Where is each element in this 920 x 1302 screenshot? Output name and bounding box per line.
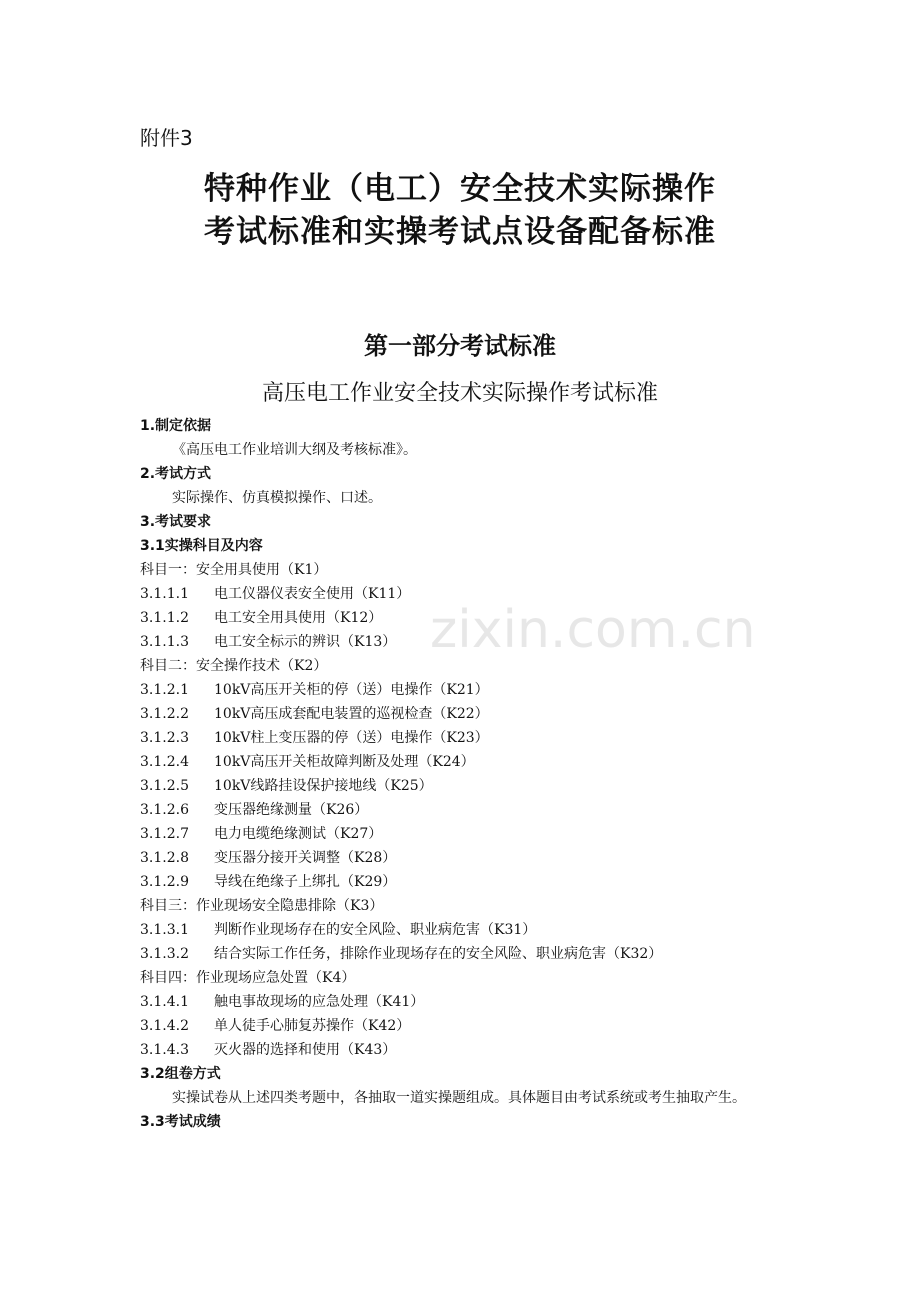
item-number: 3.1.3.1 (140, 922, 189, 938)
item-number: 3.1.2.2 (140, 706, 189, 722)
heading-paper-composition: 3.2组卷方式 (140, 1066, 221, 1082)
item-text: 电工安全标示的辨识（K13） (214, 634, 397, 650)
item-number: 3.1.2.1 (140, 682, 189, 698)
item-text: 电力电缆绝缘测试（K27） (214, 826, 383, 842)
list-item (140, 1014, 790, 1038)
list-item (140, 870, 790, 894)
item-number: 3.1.2.4 (140, 754, 189, 770)
list-item (140, 582, 790, 606)
item-text: 变压器绝缘测量（K26） (214, 802, 369, 818)
item-text: 单人徒手心肺复苏操作（K42） (214, 1018, 411, 1034)
part-title: 第一部分考试标准 (364, 332, 556, 360)
document-title-line-2: 考试标准和实操考试点设备配备标准 (204, 214, 716, 250)
watermark: zixin.com.cn (430, 600, 756, 660)
item-text: 变压器分接开关调整（K28） (214, 850, 397, 866)
item-text: 10kV高压开关柜故障判断及处理（K24） (214, 754, 475, 770)
list-item (140, 942, 790, 966)
item-text: 触电事故现场的应急处理（K41） (214, 994, 425, 1010)
item-number: 3.1.1.1 (140, 586, 189, 602)
item-text: 判断作业现场存在的安全风险、职业病危害（K31） (214, 922, 537, 938)
item-text: 10kV高压成套配电装置的巡视检查（K22） (214, 706, 489, 722)
text-basis: 《高压电工作业培训大纲及考核标准》。 (172, 442, 417, 458)
item-text: 结合实际工作任务，排除作业现场存在的安全风险、职业病危害（K32） (214, 946, 663, 962)
list-item (140, 990, 790, 1014)
item-text: 导线在绝缘子上绑扎（K29） (214, 874, 397, 890)
item-number: 3.1.4.1 (140, 994, 189, 1010)
heading-exam-scores: 3.3考试成绩 (140, 1114, 221, 1130)
heading-exam-method: 2.考试方式 (140, 466, 212, 482)
text-exam-method: 实际操作、仿真模拟操作、口述。 (172, 490, 382, 506)
item-text: 电工安全用具使用（K12） (214, 610, 383, 626)
item-number: 3.1.2.6 (140, 802, 189, 818)
subject-1: 科目一：安全用具使用（K1） (140, 562, 328, 578)
attachment-label: 附件3 (140, 126, 193, 150)
item-number: 3.1.2.7 (140, 826, 189, 842)
subject-4: 科目四：作业现场应急处置（K4） (140, 970, 356, 986)
item-number: 3.1.4.2 (140, 1018, 189, 1034)
section-subtitle: 高压电工作业安全技术实际操作考试标准 (261, 381, 658, 406)
list-item (140, 702, 790, 726)
item-text: 10kV高压开关柜的停（送）电操作（K21） (214, 682, 489, 698)
item-number: 3.1.2.3 (140, 730, 189, 746)
list-item (140, 678, 790, 702)
list-item (140, 630, 790, 654)
list-item (140, 918, 790, 942)
subject-2: 科目二：安全操作技术（K2） (140, 658, 328, 674)
list-item (140, 726, 790, 750)
list-item (140, 846, 790, 870)
item-text: 10kV柱上变压器的停（送）电操作（K23） (214, 730, 489, 746)
list-item (140, 774, 790, 798)
item-number: 3.1.4.3 (140, 1042, 189, 1058)
list-item (140, 606, 790, 630)
item-number: 3.1.1.2 (140, 610, 189, 626)
item-number: 3.1.3.2 (140, 946, 189, 962)
text-paper-composition: 实操试卷从上述四类考题中，各抽取一道实操题组成。具体题目由考试系统或考生抽取产生。 (172, 1090, 746, 1106)
subject-3: 科目三：作业现场安全隐患排除（K3） (140, 898, 384, 914)
heading-basis: 1.制定依据 (140, 418, 212, 434)
list-item (140, 798, 790, 822)
item-number: 3.1.2.8 (140, 850, 189, 866)
heading-exam-requirements: 3.考试要求 (140, 514, 212, 530)
item-number: 3.1.1.3 (140, 634, 189, 650)
item-text: 10kV线路挂设保护接地线（K25） (214, 778, 433, 794)
item-text: 灭火器的选择和使用（K43） (214, 1042, 397, 1058)
heading-subjects: 3.1实操科目及内容 (140, 538, 263, 554)
document-title-line-1: 特种作业（电工）安全技术实际操作 (204, 171, 716, 207)
list-item (140, 750, 790, 774)
list-item (140, 822, 790, 846)
document-body (140, 414, 790, 1134)
item-number: 3.1.2.9 (140, 874, 189, 890)
item-number: 3.1.2.5 (140, 778, 189, 794)
list-item (140, 1038, 790, 1062)
item-text: 电工仪器仪表安全使用（K11） (214, 586, 411, 602)
